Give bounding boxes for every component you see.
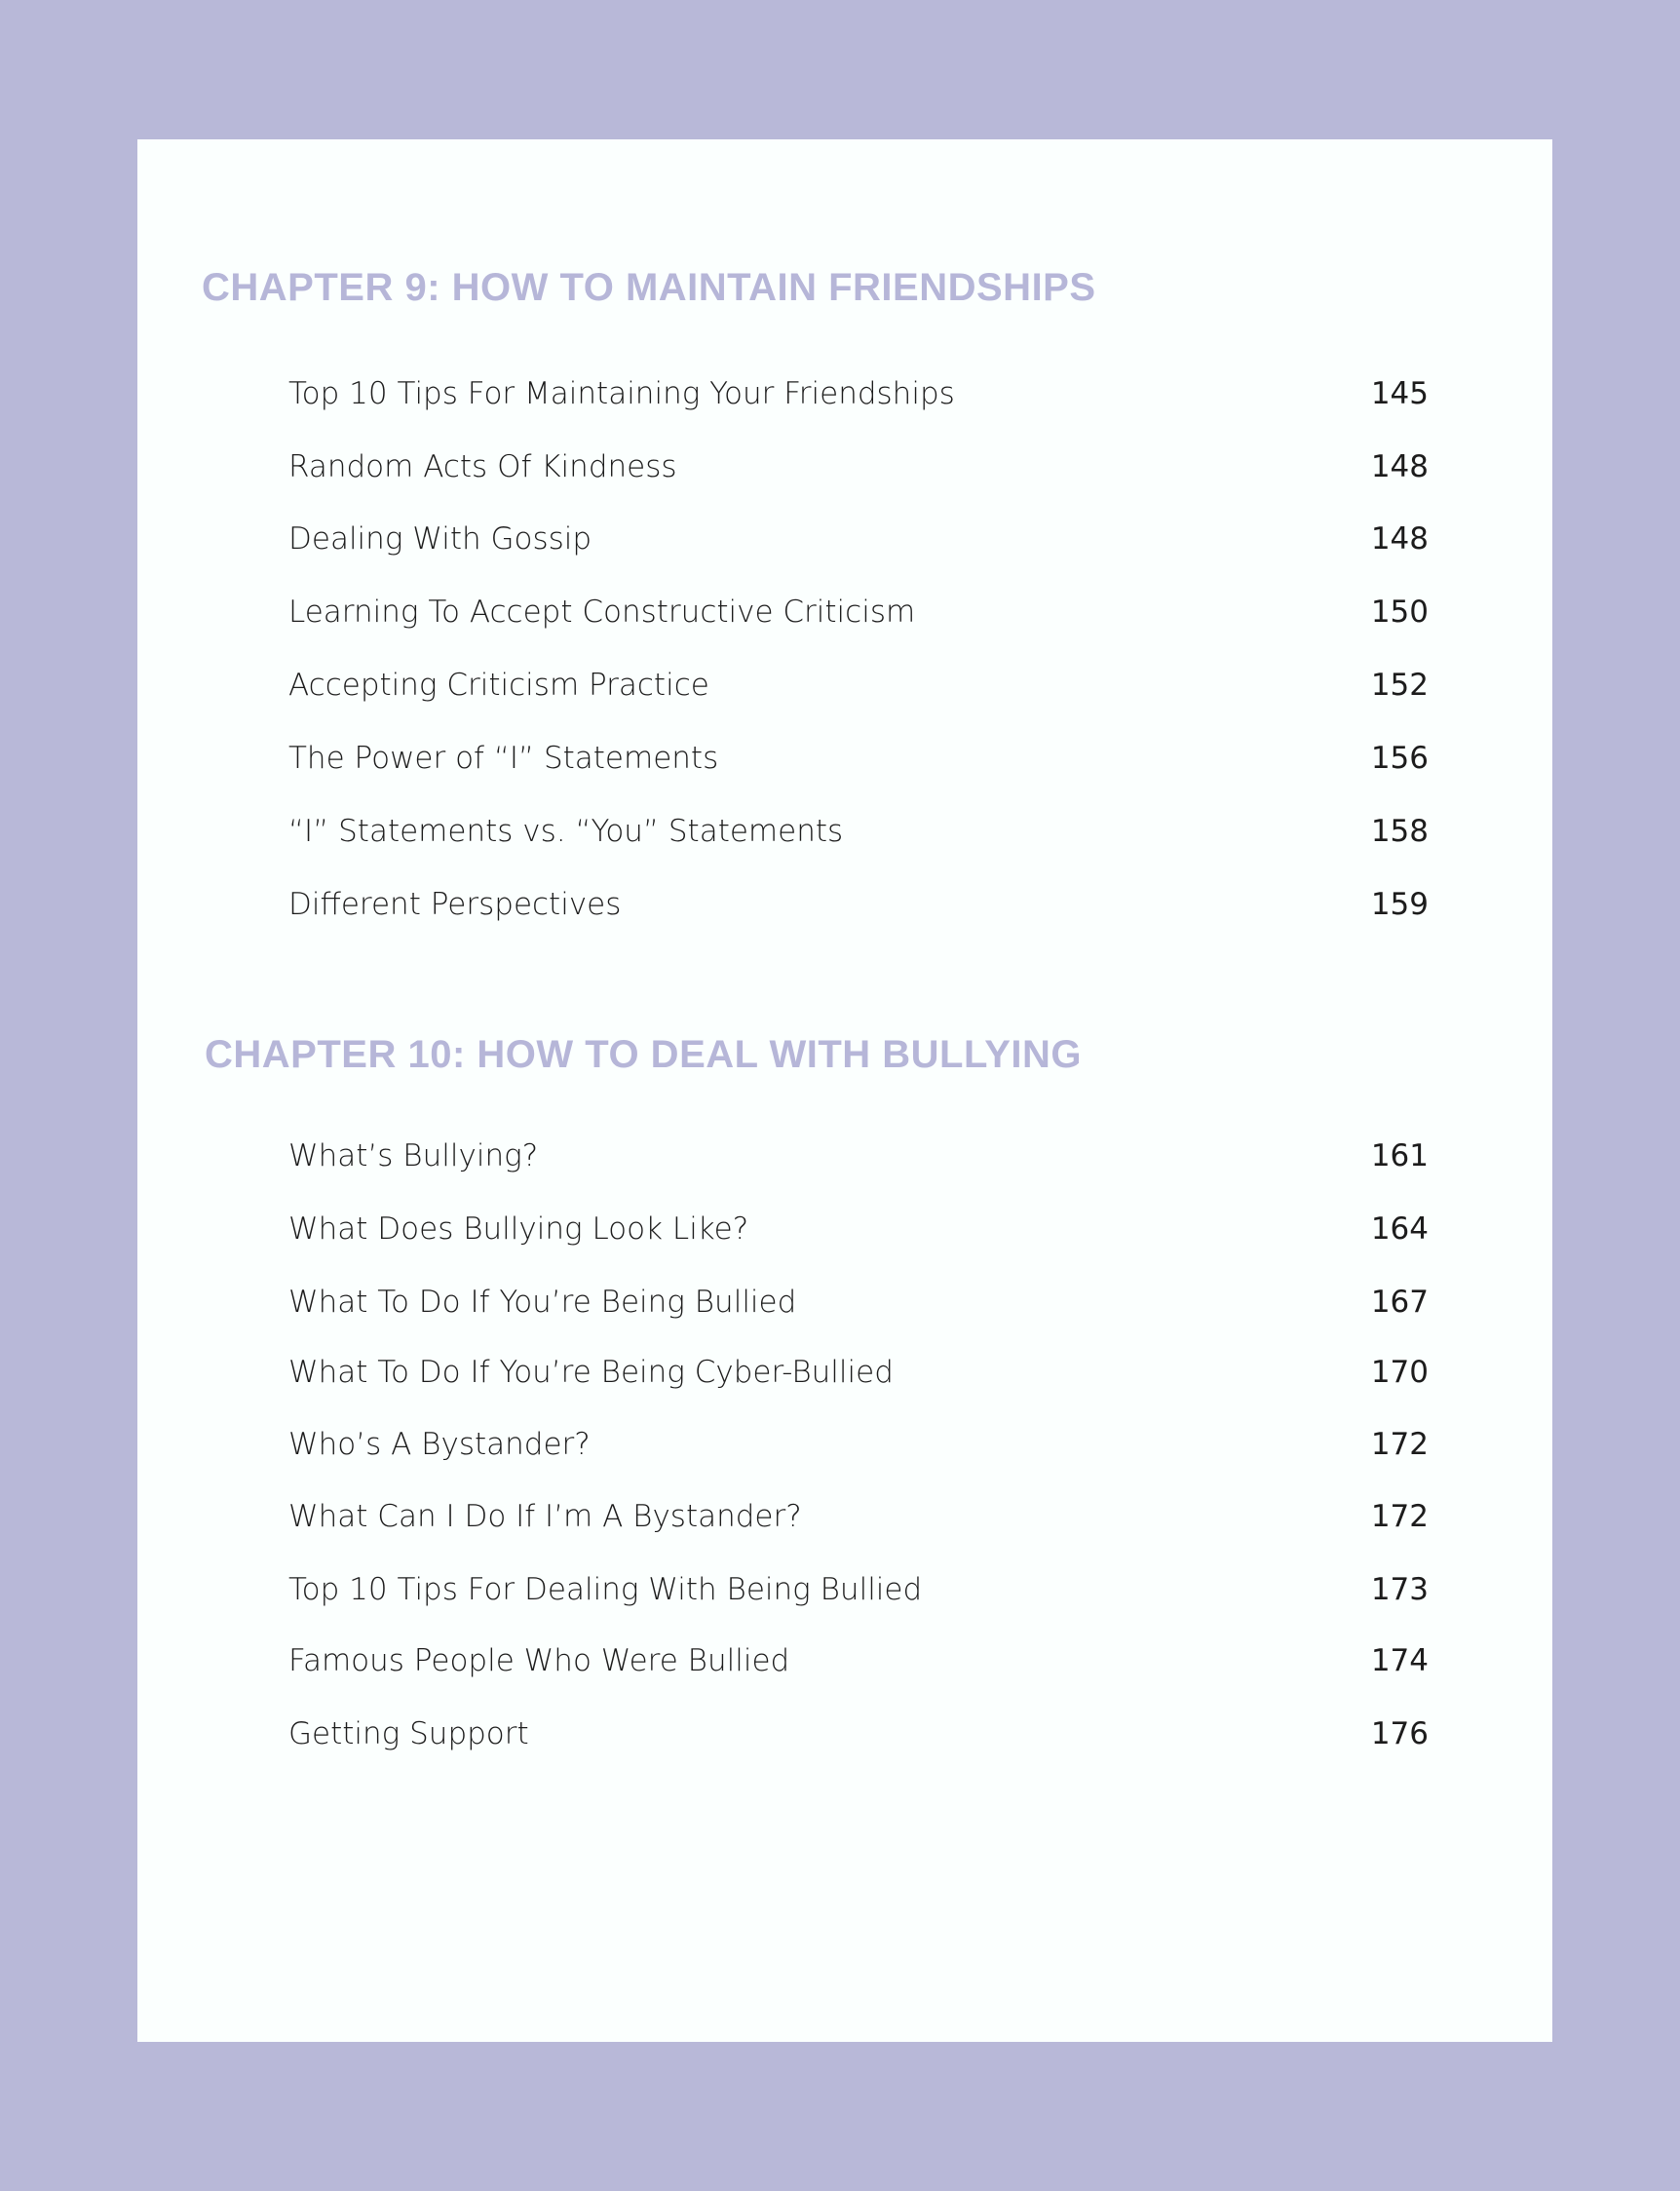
toc-entry-page: 161 xyxy=(1370,1138,1429,1173)
toc-entry-title: Dealing With Gossip xyxy=(288,521,592,557)
toc-entry-title: Getting Support xyxy=(288,1716,529,1751)
toc-entry-page: 164 xyxy=(1370,1211,1429,1247)
toc-entry[interactable] xyxy=(288,372,1429,415)
toc-entry[interactable] xyxy=(288,1495,1429,1538)
toc-entry-title: Who’s A Bystander? xyxy=(288,1427,591,1462)
toc-entry-title: What To Do If You’re Being Bullied xyxy=(288,1285,797,1320)
toc-entry-page: 150 xyxy=(1370,595,1429,630)
toc-entry-page: 148 xyxy=(1370,449,1429,484)
toc-entry-title: Top 10 Tips For Dealing With Being Bullied xyxy=(288,1572,923,1607)
toc-page xyxy=(137,139,1552,2042)
toc-entry[interactable] xyxy=(288,883,1429,926)
toc-entry-page: 167 xyxy=(1370,1285,1429,1320)
toc-entry-title: Random Acts Of Kindness xyxy=(288,449,677,484)
toc-entry-page: 158 xyxy=(1370,814,1429,849)
toc-entry-page: 172 xyxy=(1370,1499,1429,1534)
toc-entry[interactable] xyxy=(288,1712,1429,1755)
toc-entry-page: 176 xyxy=(1370,1716,1429,1751)
toc-entry[interactable] xyxy=(288,1281,1429,1324)
toc-entry[interactable] xyxy=(288,1351,1429,1394)
toc-entry-title: What Can I Do If I’m A Bystander? xyxy=(288,1499,802,1534)
toc-entry[interactable] xyxy=(288,518,1429,560)
toc-entry[interactable] xyxy=(288,591,1429,634)
toc-entry-page: 145 xyxy=(1370,376,1429,411)
toc-entry-title: Top 10 Tips For Maintaining Your Friendships xyxy=(288,376,955,411)
toc-entry[interactable] xyxy=(288,664,1429,707)
toc-entry[interactable] xyxy=(288,810,1429,853)
toc-entry[interactable] xyxy=(288,1208,1429,1250)
toc-entry-title: Accepting Criticism Practice xyxy=(288,668,709,703)
toc-entry[interactable] xyxy=(288,1639,1429,1682)
toc-entry-title: The Power of “I” Statements xyxy=(288,741,719,776)
toc-entry[interactable] xyxy=(288,445,1429,488)
toc-entry-page: 156 xyxy=(1370,741,1429,776)
toc-entry[interactable] xyxy=(288,1423,1429,1466)
toc-entry[interactable] xyxy=(288,737,1429,780)
chapter-heading: CHAPTER 10: HOW TO DEAL WITH BULLYING xyxy=(205,1033,1083,1076)
toc-entry-page: 174 xyxy=(1370,1643,1429,1678)
toc-entry-title: Learning To Accept Constructive Criticism xyxy=(288,595,916,630)
toc-entry-page: 172 xyxy=(1370,1427,1429,1462)
toc-entry-title: What Does Bullying Look Like? xyxy=(288,1211,749,1247)
toc-entry-title: What To Do If You’re Being Cyber-Bullied xyxy=(288,1355,894,1390)
toc-entry-page: 173 xyxy=(1370,1572,1429,1607)
toc-entry-title: “I” Statements vs. “You” Statements xyxy=(288,814,844,849)
toc-entry-page: 159 xyxy=(1370,887,1429,922)
chapter-heading: CHAPTER 9: HOW TO MAINTAIN FRIENDSHIPS xyxy=(202,266,1096,309)
toc-entry-page: 170 xyxy=(1370,1355,1429,1390)
toc-entry-title: Different Perspectives xyxy=(288,887,622,922)
toc-entry[interactable] xyxy=(288,1568,1429,1611)
toc-entry-title: Famous People Who Were Bullied xyxy=(288,1643,790,1678)
toc-entry-page: 152 xyxy=(1370,668,1429,703)
toc-entry-page: 148 xyxy=(1370,521,1429,557)
toc-entry[interactable] xyxy=(288,1134,1429,1177)
toc-entry-title: What’s Bullying? xyxy=(288,1138,539,1173)
